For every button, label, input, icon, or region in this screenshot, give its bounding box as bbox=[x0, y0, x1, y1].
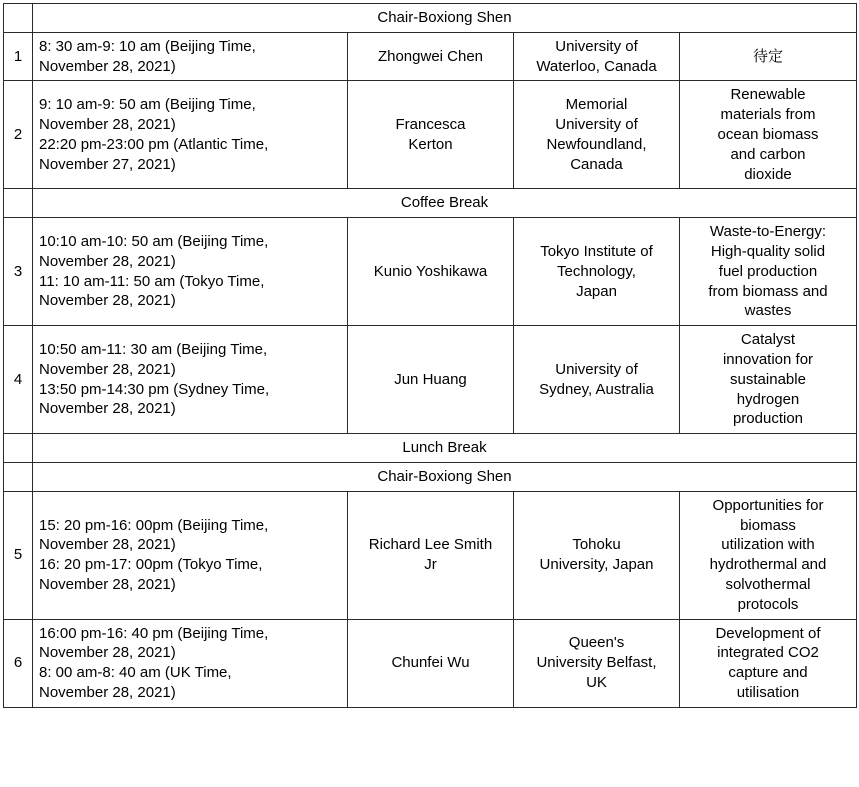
cell-line: Kunio Yoshikawa bbox=[373, 262, 488, 280]
table-row bbox=[4, 326, 857, 434]
cell-line: November 28, 2021) bbox=[39, 292, 176, 310]
cell-line: 9: 10 am-9: 50 am (Beijing Time, bbox=[39, 96, 256, 114]
cell-line: Richard Lee Smith bbox=[368, 536, 493, 554]
conference-schedule-table bbox=[3, 3, 857, 708]
banner-row bbox=[4, 189, 857, 218]
cell-line: University of bbox=[555, 360, 638, 378]
affiliation-cell bbox=[514, 32, 680, 81]
cell-line: Kerton bbox=[408, 135, 453, 153]
cell-line: November 28, 2021) bbox=[39, 536, 176, 554]
row-number-cell: 1 bbox=[4, 32, 33, 81]
talk-title-cell bbox=[680, 81, 857, 189]
cell-line: Newfoundland, bbox=[546, 135, 647, 153]
talk-title-cell bbox=[680, 619, 857, 707]
cell-line: 16:00 pm-16: 40 pm (Beijing Time, bbox=[39, 624, 269, 642]
cell-line: dioxide bbox=[744, 165, 792, 183]
table-row bbox=[4, 619, 857, 707]
affiliation-cell bbox=[514, 81, 680, 189]
cell-line: November 28, 2021) bbox=[39, 683, 176, 701]
speaker-cell bbox=[348, 326, 514, 434]
session-banner: Chair-Boxiong Shen bbox=[33, 462, 857, 491]
cell-line: High-quality solid bbox=[710, 242, 826, 260]
affiliation-cell bbox=[514, 326, 680, 434]
cell-line: November 28, 2021) bbox=[39, 116, 176, 134]
cell-line: production bbox=[732, 410, 804, 428]
time-cell bbox=[33, 218, 348, 326]
cell-line: 待定 bbox=[752, 47, 783, 65]
cell-line: materials from bbox=[720, 106, 816, 124]
cell-line: Tohoku bbox=[572, 536, 621, 554]
cell-line: fuel production bbox=[718, 262, 818, 280]
cell-line: sustainable bbox=[730, 370, 806, 388]
session-banner: Lunch Break bbox=[33, 434, 857, 463]
cell-line: 10:50 am-11: 30 am (Beijing Time, bbox=[39, 341, 268, 359]
cell-line: Zhongwei Chen bbox=[377, 47, 484, 65]
cell-line: hydrogen bbox=[736, 390, 800, 408]
talk-title-cell bbox=[680, 218, 857, 326]
cell-line: Technology, bbox=[557, 262, 636, 280]
cell-line: Waste-to-Energy: bbox=[709, 223, 827, 241]
banner-row bbox=[4, 4, 857, 33]
cell-line: and carbon bbox=[730, 145, 806, 163]
session-banner: Chair-Boxiong Shen bbox=[33, 4, 857, 33]
time-cell bbox=[33, 326, 348, 434]
speaker-cell bbox=[348, 32, 514, 81]
cell-line: November 28, 2021) bbox=[39, 400, 176, 418]
cell-line: November 28, 2021) bbox=[39, 360, 176, 378]
cell-line: 10:10 am-10: 50 am (Beijing Time, bbox=[39, 233, 269, 251]
row-number-cell bbox=[4, 434, 33, 463]
cell-line: 13:50 pm-14:30 pm (Sydney Time, bbox=[39, 380, 270, 398]
cell-line: Waterloo, Canada bbox=[536, 57, 657, 75]
cell-line: November 28, 2021) bbox=[39, 57, 176, 75]
cell-line: Sydney, Australia bbox=[539, 380, 654, 398]
cell-line: 16: 20 pm-17: 00pm (Tokyo Time, bbox=[39, 556, 263, 574]
talk-title-cell bbox=[680, 326, 857, 434]
cell-line: Development of bbox=[715, 624, 821, 642]
cell-line: University of bbox=[555, 37, 638, 55]
cell-line: innovation for bbox=[722, 350, 814, 368]
cell-line: utilisation bbox=[736, 683, 800, 701]
time-cell bbox=[33, 32, 348, 81]
cell-line: Jun Huang bbox=[394, 370, 467, 388]
cell-line: Japan bbox=[576, 282, 617, 300]
cell-line: 15: 20 pm-16: 00pm (Beijing Time, bbox=[39, 516, 269, 534]
speaker-cell bbox=[348, 491, 514, 619]
banner-row bbox=[4, 462, 857, 491]
row-number-cell bbox=[4, 189, 33, 218]
cell-line: protocols bbox=[737, 595, 799, 613]
speaker-cell bbox=[348, 619, 514, 707]
cell-line: Opportunities for bbox=[712, 496, 824, 514]
cell-line: ocean biomass bbox=[717, 125, 819, 143]
speaker-cell bbox=[348, 218, 514, 326]
time-cell bbox=[33, 619, 348, 707]
affiliation-cell bbox=[514, 491, 680, 619]
cell-line: University, Japan bbox=[539, 556, 654, 574]
table-row bbox=[4, 218, 857, 326]
cell-line: capture and bbox=[728, 664, 808, 682]
cell-line: integrated CO2 bbox=[717, 644, 819, 662]
speaker-cell bbox=[348, 81, 514, 189]
table-row bbox=[4, 491, 857, 619]
cell-line: Francesca bbox=[395, 116, 466, 134]
table-row bbox=[4, 32, 857, 81]
row-number-cell: 6 bbox=[4, 619, 33, 707]
affiliation-cell bbox=[514, 218, 680, 326]
cell-line: hydrothermal and bbox=[709, 556, 827, 574]
row-number-cell: 2 bbox=[4, 81, 33, 189]
cell-line: Catalyst bbox=[740, 331, 796, 349]
cell-line: Memorial bbox=[565, 96, 628, 114]
row-number-cell: 5 bbox=[4, 491, 33, 619]
cell-line: 11: 10 am-11: 50 am (Tokyo Time, bbox=[39, 272, 265, 290]
cell-line: November 28, 2021) bbox=[39, 575, 176, 593]
cell-line: Canada bbox=[570, 155, 623, 173]
banner-row bbox=[4, 434, 857, 463]
row-number-cell: 3 bbox=[4, 218, 33, 326]
affiliation-cell bbox=[514, 619, 680, 707]
cell-line: Queen's bbox=[568, 634, 625, 652]
schedule-body bbox=[4, 4, 857, 708]
talk-title-cell bbox=[680, 491, 857, 619]
cell-line: solvothermal bbox=[725, 575, 811, 593]
cell-line: November 28, 2021) bbox=[39, 252, 176, 270]
cell-line: Chunfei Wu bbox=[391, 654, 470, 672]
row-number-cell: 4 bbox=[4, 326, 33, 434]
time-cell bbox=[33, 81, 348, 189]
cell-line: University Belfast, bbox=[536, 654, 657, 672]
cell-line: Renewable bbox=[730, 86, 806, 104]
row-number-cell bbox=[4, 462, 33, 491]
cell-line: 8: 00 am-8: 40 am (UK Time, bbox=[39, 664, 232, 682]
cell-line: utilization with bbox=[721, 536, 815, 554]
cell-line: University of bbox=[555, 116, 638, 134]
cell-line: November 28, 2021) bbox=[39, 644, 176, 662]
cell-line: wastes bbox=[744, 302, 792, 320]
cell-line: from biomass and bbox=[708, 282, 828, 300]
session-banner: Coffee Break bbox=[33, 189, 857, 218]
cell-line: UK bbox=[586, 674, 607, 691]
cell-line: Tokyo Institute of bbox=[540, 242, 653, 260]
talk-title-cell bbox=[680, 32, 857, 81]
table-row bbox=[4, 81, 857, 189]
cell-line: 8: 30 am-9: 10 am (Beijing Time, bbox=[39, 37, 256, 55]
cell-line: 22:20 pm-23:00 pm (Atlantic Time, bbox=[39, 135, 269, 153]
cell-line: Jr bbox=[424, 556, 437, 574]
time-cell bbox=[33, 491, 348, 619]
cell-line: November 27, 2021) bbox=[39, 155, 176, 173]
row-number-cell bbox=[4, 4, 33, 33]
cell-line: biomass bbox=[740, 516, 796, 534]
